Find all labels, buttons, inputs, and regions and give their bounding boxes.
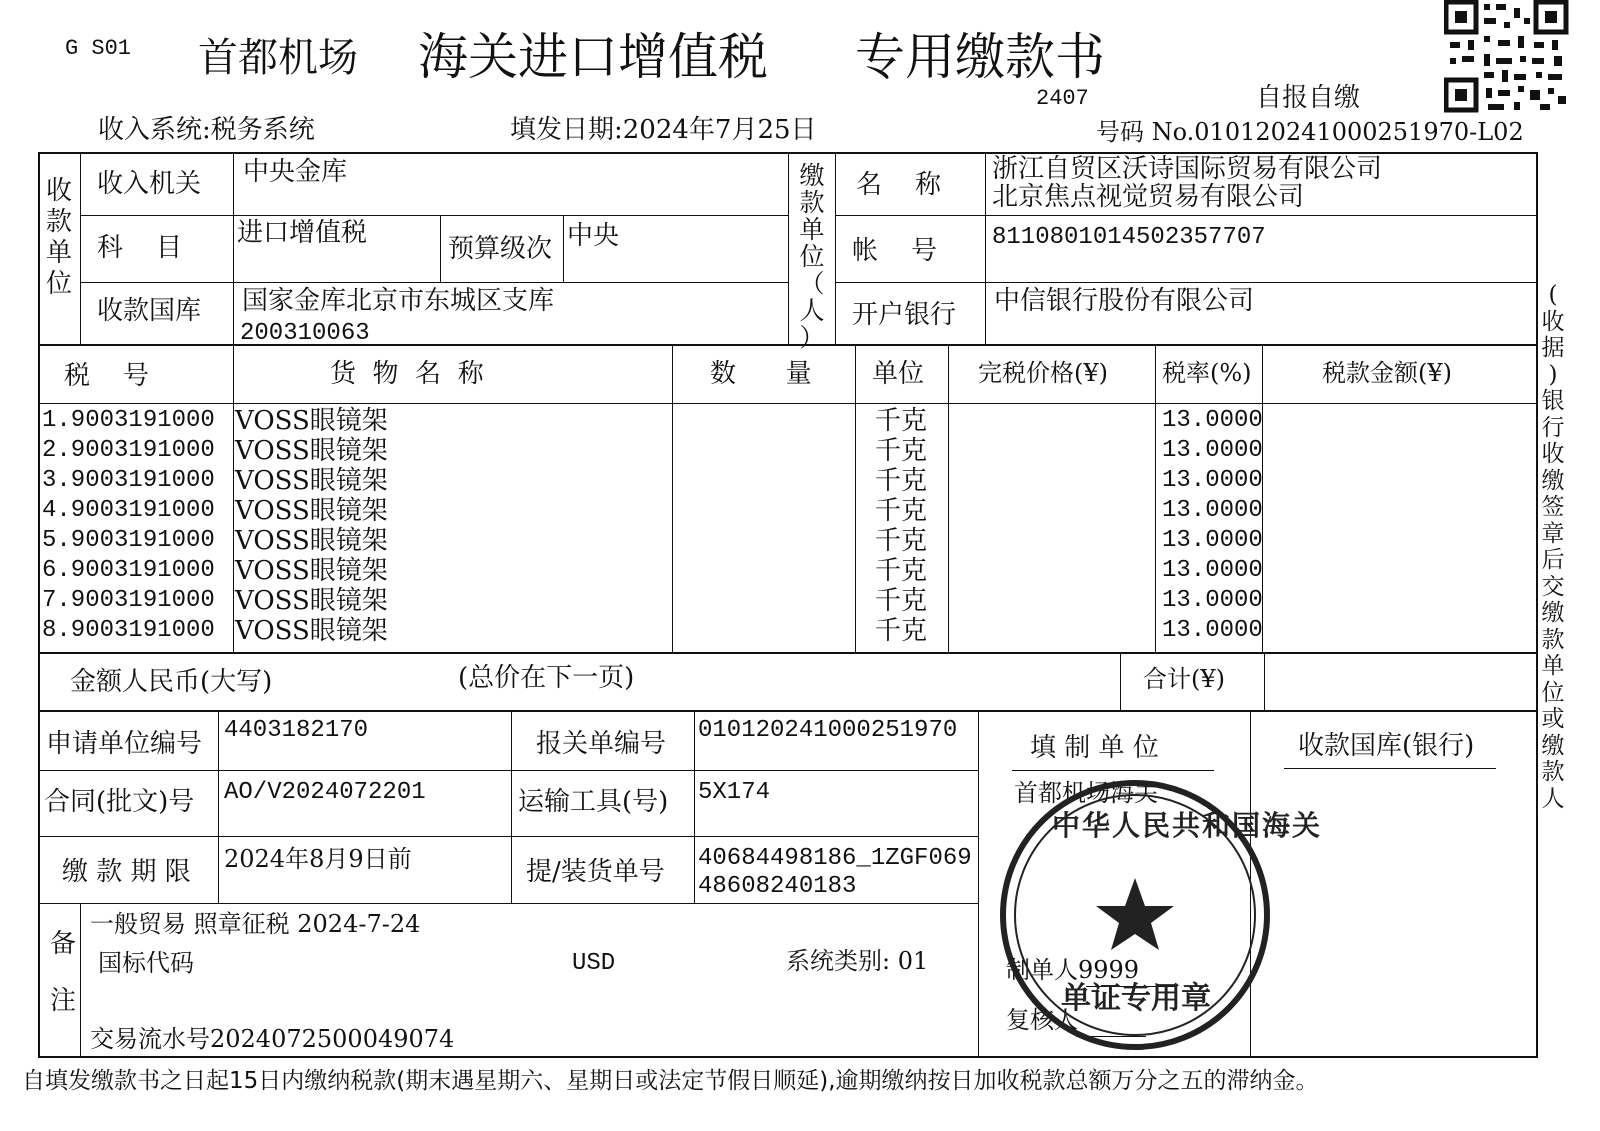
table-row-tax-number: 1.9003191000: [42, 407, 215, 434]
table-row-tax-rate: 13.0000: [1162, 407, 1263, 434]
total-label: 合计(¥): [1143, 665, 1225, 693]
applicant-number-value: 4403182170: [224, 717, 369, 744]
table-row-unit: 千克: [875, 616, 928, 646]
self-report-label: 自报自缴: [1256, 83, 1361, 113]
subject-label: 科 目: [97, 233, 183, 263]
payer-name-value-2: 北京焦点视觉贸易有限公司: [992, 182, 1305, 212]
table-row-tax-number: 8.9003191000: [42, 617, 215, 644]
account-value: 8110801014502357707: [992, 224, 1266, 251]
table-row-tax-rate: 13.0000: [1162, 557, 1263, 584]
payment-deadline-value: 2024年8月9日前: [224, 845, 412, 873]
table-row-tax-number: 2.9003191000: [42, 437, 215, 464]
table-row-tax-rate: 13.0000: [1162, 467, 1263, 494]
declaration-number-value: 010120241000251970: [698, 717, 958, 744]
remarks-label: 备: [50, 929, 77, 959]
bank-value: 中信银行股份有限公司: [994, 286, 1255, 316]
seal-center-text: 单证专用章: [1061, 981, 1211, 1016]
table-row-unit: 千克: [875, 436, 928, 466]
issue-date: 填发日期:2024年7月25日: [510, 115, 817, 145]
applicant-number-label: 申请单位编号: [46, 729, 203, 759]
payer-name-label: 名 称: [856, 170, 942, 200]
table-row-unit: 千克: [875, 406, 928, 436]
table-row-unit: 千克: [875, 466, 928, 496]
table-row-goods-name: VOSS眼镜架: [235, 496, 388, 526]
table-row-tax-number: 6.9003191000: [42, 557, 215, 584]
budget-level-value: 中央: [567, 221, 620, 251]
trade-mode: 一般贸易 照章征税 2024-7-24: [90, 910, 421, 938]
payment-deadline-label: 缴 款 期 限: [62, 857, 191, 887]
side-note: ( 收 据 ) 银 行 收 缴 签 章 后 交 缴 款 单 位 或 缴 款 人: [1541, 282, 1565, 812]
budget-level-label: 预算级次: [448, 234, 553, 264]
document-maker: 制单人9999: [1006, 956, 1140, 984]
payer-section-label: 缴 款 单 位 （ 人 ）: [799, 161, 825, 352]
serial-code: 2407: [1036, 86, 1089, 111]
header-tax-number: 税 号: [64, 361, 150, 391]
table-row-unit: 千克: [875, 526, 928, 556]
table-row-unit: 千克: [875, 496, 928, 526]
table-row-tax-rate: 13.0000: [1162, 587, 1263, 614]
table-row-tax-number: 7.9003191000: [42, 587, 215, 614]
header-quantity: 数 量: [710, 359, 812, 389]
treasury-label: 收款国库: [97, 296, 202, 326]
system-type: 系统类别: 01: [786, 947, 929, 975]
bill-of-lading-value: 40684498186_1ZGF069: [698, 845, 972, 872]
title-customs-office: 首都机场: [198, 35, 358, 81]
table-row-goods-name: VOSS眼镜架: [235, 556, 388, 586]
qr-code-icon: [1444, 0, 1570, 114]
title-tax-type: 海关进口增值税: [418, 28, 768, 86]
amount-in-words-value: (总价在下一页): [458, 663, 635, 693]
income-system: 收入系统:税务系统: [98, 115, 315, 145]
bill-of-lading-label: 提/装货单号: [526, 857, 665, 887]
issuer-label: 填 制 单 位: [1030, 733, 1159, 763]
footer-notice: 自填发缴款书之日起15日内缴纳税款(期末遇星期六、星期日或法定节假日顺延),逾期缴纳按日加收税款总额万分之五的滞纳金。: [22, 1068, 1319, 1094]
table-row-goods-name: VOSS眼镜架: [235, 586, 388, 616]
payer-name-value: 浙江自贸区沃诗国际贸易有限公司: [992, 154, 1383, 184]
subject-value: 进口增值税: [237, 218, 368, 248]
payee-section-label: 收 款 单 位: [45, 176, 72, 299]
bill-of-lading-value-2: 48608240183: [698, 873, 857, 900]
reviewer: 复核人: [1006, 1006, 1078, 1034]
currency: USD: [572, 950, 616, 977]
remarks-label-2: 注: [50, 986, 77, 1016]
table-row-goods-name: VOSS眼镜架: [235, 436, 388, 466]
form-code: G S01: [65, 36, 132, 61]
receiving-treasury-label: 收款国库(银行): [1298, 731, 1475, 761]
table-row-unit: 千克: [875, 586, 928, 616]
table-row-tax-rate: 13.0000: [1162, 617, 1263, 644]
customs-seal: [1000, 780, 1323, 1050]
issuer-value: 首都机场海关: [1014, 779, 1158, 807]
revenue-authority-label: 收入机关: [97, 169, 202, 199]
table-row-unit: 千克: [875, 556, 928, 586]
document-number: 号码 No.010120241000251970-L02: [1096, 118, 1524, 146]
revenue-authority-value: 中央金库: [243, 157, 348, 187]
header-unit: 单位: [872, 359, 925, 389]
account-label: 帐 号: [852, 236, 938, 266]
seal-text: 中华人民共和国海关: [1052, 809, 1323, 842]
table-row-goods-name: VOSS眼镜架: [235, 616, 388, 646]
contract-number-label: 合同(批文)号: [44, 787, 195, 817]
table-row-tax-rate: 13.0000: [1162, 437, 1263, 464]
transport-value: 5X174: [698, 779, 771, 806]
national-code-label: 国标代码: [98, 949, 194, 977]
transport-label: 运输工具(号): [518, 787, 669, 817]
table-row-goods-name: VOSS眼镜架: [235, 466, 388, 496]
transaction-serial: 交易流水号2024072500049074: [90, 1025, 455, 1053]
table-row-tax-number: 4.9003191000: [42, 497, 215, 524]
amount-in-words-label: 金额人民币(大写): [70, 667, 273, 697]
table-row-tax-number: 5.9003191000: [42, 527, 215, 554]
treasury-code: 200310063: [240, 320, 370, 347]
title-form-name: 专用缴款书: [855, 28, 1105, 86]
treasury-value: 国家金库北京市东城区支库: [242, 286, 555, 316]
bank-label: 开户银行: [852, 300, 957, 330]
header-tax-amount: 税款金额(¥): [1322, 359, 1452, 387]
contract-number-value: AO/V2024072201: [224, 779, 426, 806]
declaration-number-label: 报关单编号: [536, 729, 667, 759]
table-row-goods-name: VOSS眼镜架: [235, 406, 388, 436]
table-row-tax-rate: 13.0000: [1162, 497, 1263, 524]
table-row-tax-rate: 13.0000: [1162, 527, 1263, 554]
header-tax-rate: 税率(%): [1162, 359, 1252, 387]
header-taxable-price: 完税价格(¥): [978, 359, 1108, 387]
table-row-tax-number: 3.9003191000: [42, 467, 215, 494]
header-goods-name: 货 物 名 称: [330, 359, 484, 389]
table-row-goods-name: VOSS眼镜架: [235, 526, 388, 556]
